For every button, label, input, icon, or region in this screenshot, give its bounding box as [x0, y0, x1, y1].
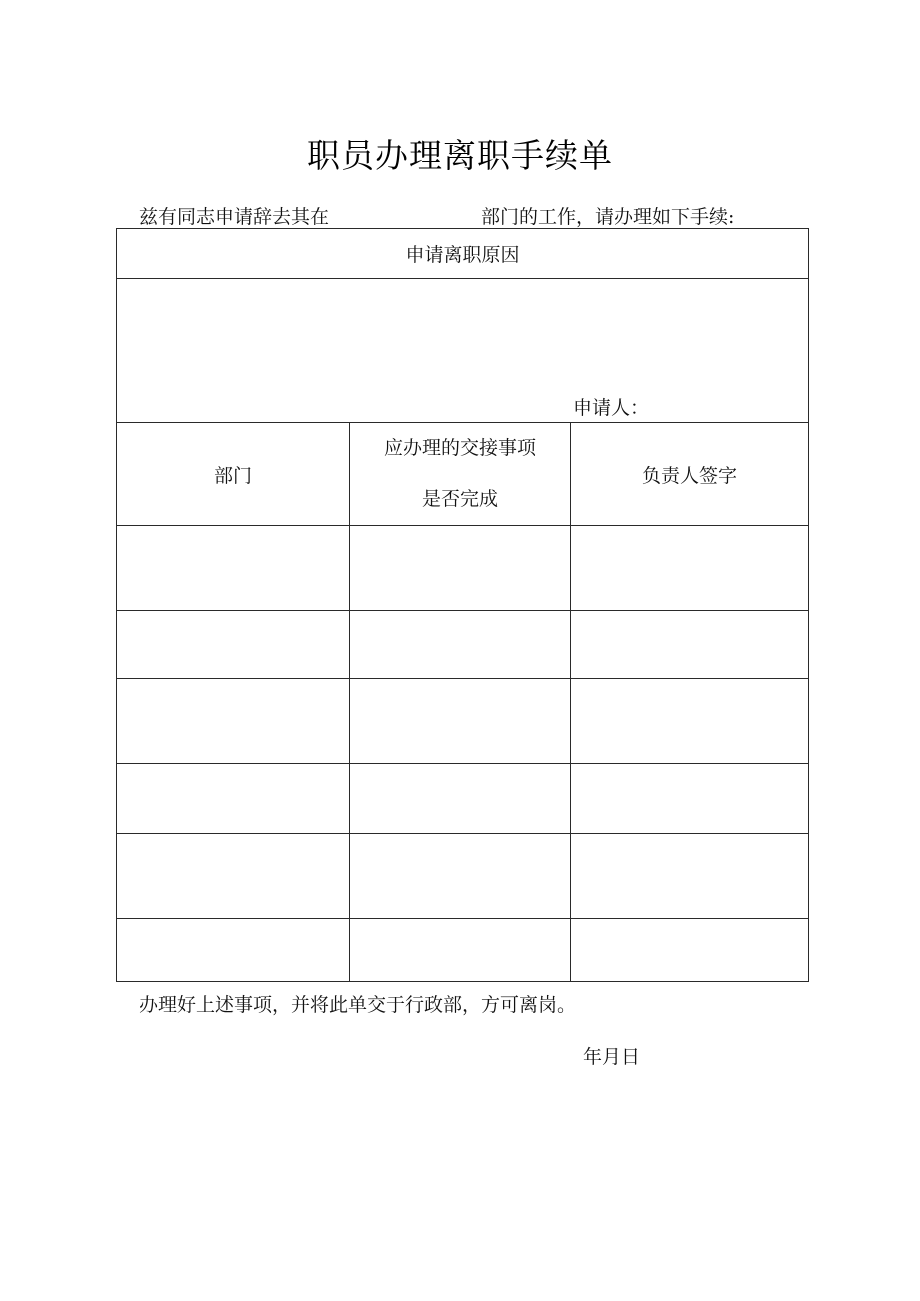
signature-cell[interactable] [571, 764, 809, 834]
column-header-handover [350, 423, 571, 526]
table-row [117, 764, 809, 834]
signature-cell[interactable] [571, 919, 809, 982]
signature-cell[interactable] [571, 834, 809, 919]
date-line: 年月日 [583, 1046, 641, 1068]
department-cell[interactable] [117, 679, 350, 764]
reason-header-row [117, 229, 809, 279]
handover-cell[interactable] [350, 611, 571, 679]
applicant-label: 申请人： [573, 397, 650, 419]
table-row [117, 679, 809, 764]
table-row [117, 611, 809, 679]
handover-cell[interactable] [350, 526, 571, 611]
reason-body-row [117, 279, 809, 423]
intro-text-right: 部门的工作，请办理如下手续: [481, 206, 735, 228]
handover-cell[interactable] [350, 919, 571, 982]
signature-cell[interactable] [571, 611, 809, 679]
column-header-handover-line2: 是否完成 [421, 488, 498, 510]
department-cell[interactable] [117, 764, 350, 834]
handover-cell[interactable] [350, 764, 571, 834]
department-cell[interactable] [117, 611, 350, 679]
column-header-department-label: 部门 [213, 464, 252, 487]
table-row [117, 919, 809, 982]
table-row [117, 526, 809, 611]
intro-text-left: 兹有同志申请辞去其在 [139, 206, 330, 228]
signature-cell[interactable] [571, 526, 809, 611]
reason-header-cell [117, 229, 809, 279]
column-header-signature-label: 负责人签字 [642, 464, 738, 487]
table-row [117, 834, 809, 919]
footer-note: 办理好上述事项，并将此单交于行政部，方可离岗。 [139, 994, 577, 1016]
department-cell[interactable] [117, 526, 350, 611]
resignation-form-table [116, 228, 809, 982]
column-header-row [117, 423, 809, 526]
department-cell[interactable] [117, 919, 350, 982]
reason-input-area[interactable] [117, 279, 809, 423]
page-title: 职员办理离职手续单 [307, 136, 613, 175]
department-cell[interactable] [117, 834, 350, 919]
signature-cell[interactable] [571, 679, 809, 764]
column-header-handover-line1: 应办理的交接事项 [383, 437, 536, 459]
handover-cell[interactable] [350, 679, 571, 764]
column-header-signature [571, 423, 809, 526]
reason-header-label: 申请离职原因 [405, 244, 520, 266]
handover-cell[interactable] [350, 834, 571, 919]
column-header-department [117, 423, 350, 526]
